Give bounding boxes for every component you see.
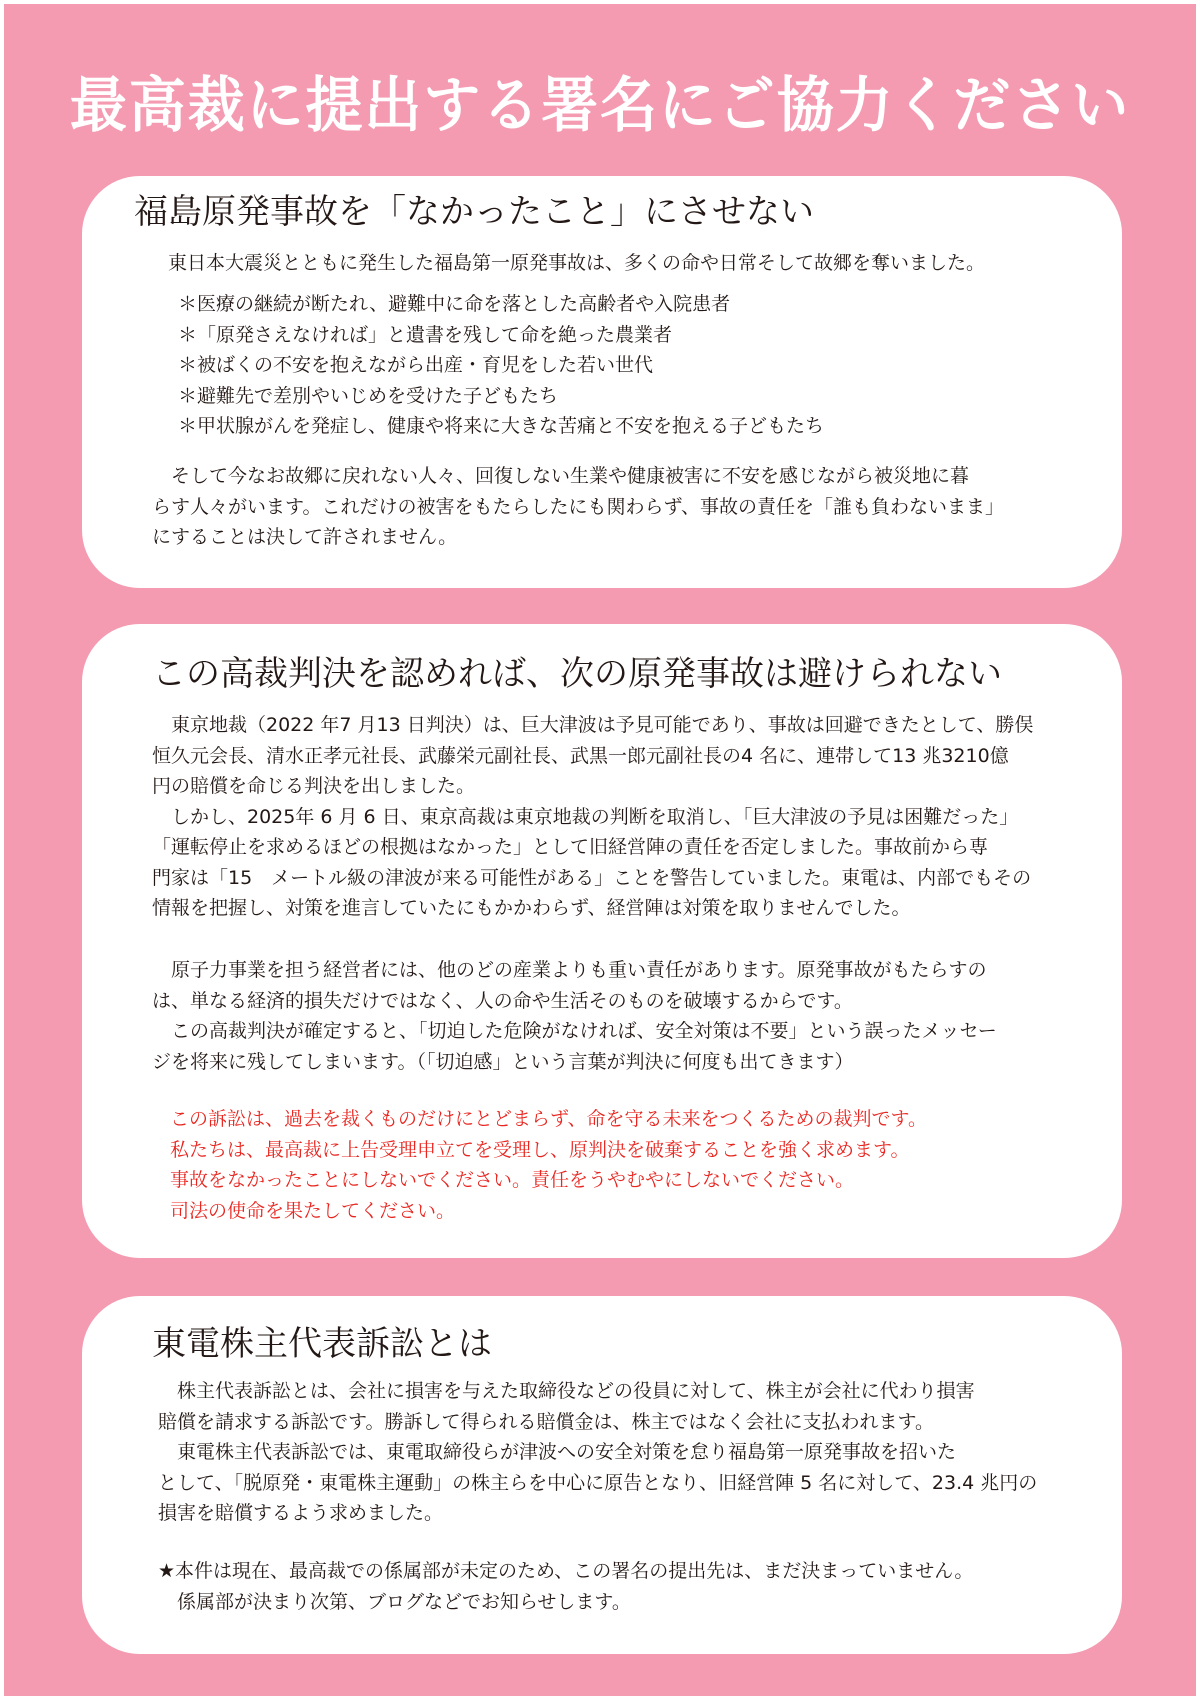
- list-item: ＊医療の継続が断たれ、避難中に命を落とした高齢者や入院患者: [178, 293, 731, 315]
- text-line: は、単なる経済的損失だけではなく、人の命や生活そのものを破壊するからです。: [152, 989, 853, 1012]
- text-line: 東京地裁（2022 年7 月13 日判決）は、巨大津波は予見可能であり、事故は回避できたとして、勝俣: [152, 714, 1034, 736]
- list-item: ＊「原発さえなければ」と遺書を残して命を絶った農業者: [178, 323, 673, 346]
- section-title: 東電株主代表訴訟とは: [152, 1324, 492, 1364]
- text-line: 門家は「15 メートル級の津波が来る可能性がある」ことを警告していました。東電は、内部でもその: [152, 866, 1032, 889]
- text-line: 損害を賠償するよう求めました。: [158, 1502, 444, 1524]
- text-line: 私たちは、最高裁に上告受理申立てを受理し、原判決を破棄することを強く求めます。: [170, 1138, 910, 1161]
- text-line: にすることは決して許されません。: [152, 526, 458, 548]
- text-line: そして今なお故郷に戻れない人々、回復しない生業や健康被害に不安を感じながら被災地に暮: [152, 465, 970, 487]
- intro-paragraph: 東日本大震災とともに発生した福島第一原発事故は、多くの命や日常そして故郷を奪いました。: [168, 252, 986, 274]
- responsibility-paragraph: [152, 955, 997, 1077]
- text-line: この訴訟は、過去を裁くものだけにとどまらず、命を守る未来をつくるための裁判です。: [170, 1108, 927, 1130]
- closing-paragraph: [152, 461, 1004, 553]
- submission-note: [158, 1556, 973, 1617]
- text-line: 事故をなかったことにしないでください。責任をうやむやにしないでください。: [170, 1169, 855, 1191]
- text-line: 「運転停止を求めるほどの根拠はなかった」として旧経営陣の責任を否定しました。事故前から専: [152, 836, 989, 858]
- text-line: この高裁判決が確定すると、「切迫した危険がなければ、安全対策は不要」という誤ったメッセー: [152, 1020, 997, 1042]
- section-panel-shareholder-suit: [82, 1296, 1122, 1654]
- section-panel-fukushima: [82, 176, 1122, 588]
- section-title: 福島原発事故を「なかったこと」にさせない: [134, 192, 814, 232]
- list-item: ＊避難先で差別やいじめを受けた子どもたち: [178, 384, 559, 407]
- page-title: 最高裁に提出する署名にご協力ください: [69, 71, 1131, 141]
- text-line: 情報を把握し、対策を進言していたにもかかわらず、経営陣は対策を取りませんでした。: [152, 897, 911, 919]
- section-title: この高裁判決を認めれば、次の原発事故は避けられない: [152, 654, 1002, 694]
- ruling-paragraph: [152, 710, 1033, 924]
- pink-flyer-background: [4, 4, 1196, 1696]
- appeal-statement: [170, 1104, 927, 1226]
- victims-list: [178, 289, 824, 442]
- text-line: ジを将来に残してしまいます。（「切迫感」という言葉が判決に何度も出てきます）: [152, 1050, 854, 1073]
- text-line: 東電株主代表訴訟では、東電取締役らが津波への安全対策を怠り福島第一原発事故を招いた: [158, 1441, 957, 1463]
- list-item: ＊甲状腺がんを発症し、健康や将来に大きな苦痛と不安を抱える子どもたち: [178, 415, 825, 437]
- list-item: ＊被ばくの不安を抱えながら出産・育児をした若い世代: [178, 354, 654, 376]
- text-line: 株主代表訴訟とは、会社に損害を与えた取締役などの役員に対して、株主が会社に代わり損害: [158, 1380, 975, 1402]
- text-line: 円の賠償を命じる判決を出しました。: [152, 775, 476, 797]
- text-line: 賠償を請求する訴訟です。勝訴して得られる賠償金は、株主ではなく会社に支払われます。: [158, 1410, 934, 1433]
- section-panel-high-court: [82, 624, 1122, 1258]
- text-line: ★本件は現在、最高裁での係属部が未定のため、この署名の提出先は、まだ決まっていません。: [158, 1560, 974, 1582]
- text-line: 恒久元会長、清水正孝元社長、武藤栄元副社長、武黒一郎元副社長の4 名に、連帯して13 兆3210億: [152, 744, 1009, 767]
- text-line: 原子力事業を担う経営者には、他のどの産業よりも重い責任があります。原発事故がもたらすの: [152, 959, 987, 981]
- text-line: しかし、2025年 6 月 6 日、東京高裁は東京地裁の判断を取消し、「巨大津波の予見は困難だった」: [152, 805, 1019, 828]
- text-line: 司法の使命を果たしてください。: [170, 1199, 456, 1222]
- text-line: らす人々がいます。これだけの被害をもたらしたにも関わらず、事故の責任を「誰も負わないまま」: [152, 495, 1004, 518]
- lawsuit-explanation: [158, 1376, 1037, 1529]
- text-line: 係属部が決まり次第、ブログなどでお知らせします。: [158, 1590, 631, 1613]
- text-line: として、「脱原発・東電株主運動」の株主らを中心に原告となり、旧経営陣 5 名に対して、23.4 兆円の: [158, 1471, 1038, 1494]
